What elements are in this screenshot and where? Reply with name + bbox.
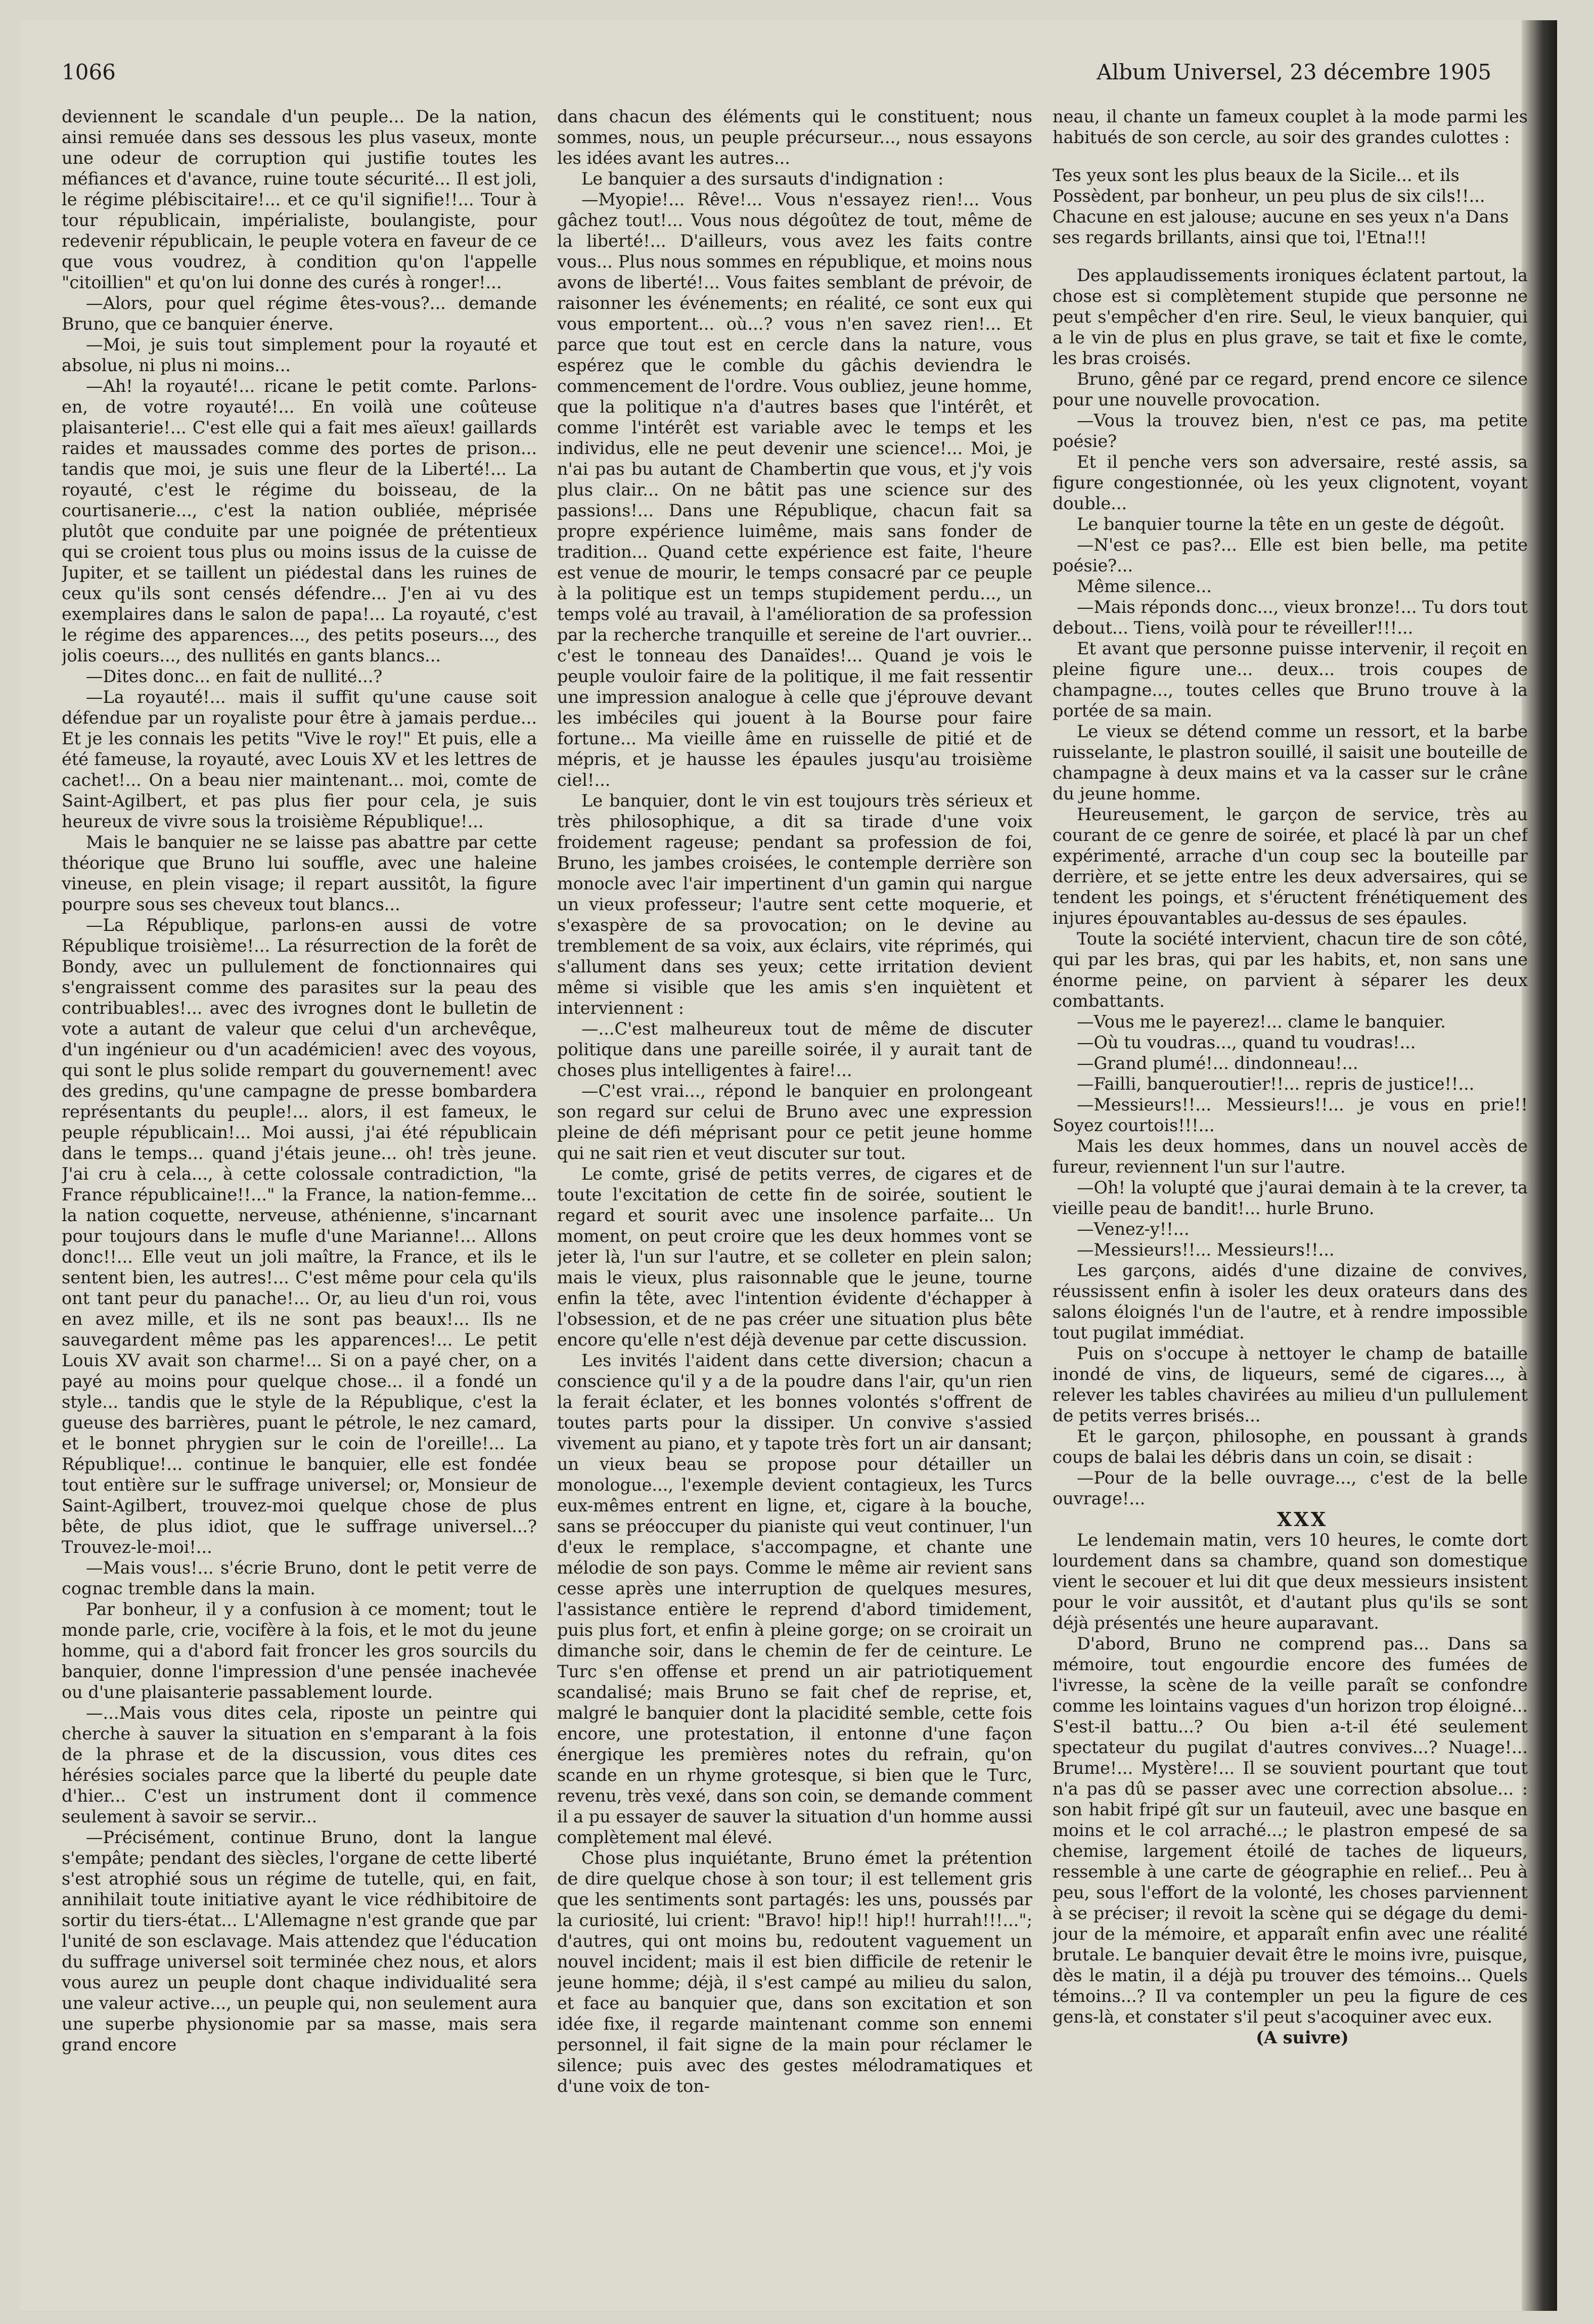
paragraph: Mais le banquier ne se laisse pas abattre par cette théorique que Bruno lui souffle, avec une haleine vineuse, en plein visage; il repart aussitôt, la figure pourpre sous ses cheveux tout blancs... bbox=[62, 832, 537, 914]
paragraph: D'abord, Bruno ne comprend pas... Dans sa mémoire, tout engourdie encore des fumées de l'ivresse, la scène de la veille paraît se confondre comme les lointains vagues d'un horizon trop éloigné... S'est-il battu...? Ou bien a-t-il été seulement spectateur du pugilat d'autres convives...? Nuage!... Brume!... Mystère!... Il se souvient pourtant que tout n'a pas dû se passer avec une correction absolue... : son habit fripé gît sur un fauteuil, avec une basque en moins et le col arraché...; le plastron empesé de sa chemise, largement étoilé de taches de liqueurs, ressemble à une carte de géographie en relief... Peu à peu, sous l'effort de la volonté, les choses parviennent à se préciser; il revoit la scène qui se dégage du demi-jour de la mémoire, et apparaît enfin avec une réalité brutale. Le banquier devait être le moins ivre, puisque, dès le matin, il a déjà pu trouver des témoins... Quels témoins...? Il va contempler un peu la figure de ces gens-là, et constater s'il peut s'acoquiner avec eux. bbox=[1053, 1634, 1528, 2027]
page-number: 1066 bbox=[62, 60, 116, 84]
paragraph: —Pour de la belle ouvrage..., c'est de la belle ouvrage!... bbox=[1053, 1468, 1528, 1508]
paragraph: —...C'est malheureux tout de même de discuter politique dans une pareille soirée, il y aurait tant de choses plus intelligentes à faire!... bbox=[557, 1019, 1032, 1080]
paragraph: —Messieurs!!... Messieurs!!... je vous en prie!! Soyez courtois!!!... bbox=[1053, 1095, 1528, 1135]
paragraph: —Ah! la royauté!... ricane le petit comte. Parlons-en, de votre royauté!... En voilà une coûteuse plaisanterie!... C'est elle qui a fait mes aïeux! gaillards raides et maussades comme des portes de prison... tandis que moi, je suis une fleur de la Liberté!... La royauté, c'est le régime du boisseau, de la courtisanerie..., c'est la nation oubliée, méprisée plutôt que conduite par une poignée de prétentieux qui se croient tous plus ou moins issus de la cuisse de Jupiter, et se taillent un piédestal dans les ruines de ceux qu'ils sont censés défendre... J'en ai vu des exemplaires dans le salon de papa!... La royauté, c'est le régime des apparences..., des petits poseurs..., des jolis coeurs..., des nullités en gants blancs... bbox=[62, 376, 537, 665]
paragraph: —Messieurs!!... Messieurs!!... bbox=[1077, 1240, 1335, 1260]
paragraph: Chose plus inquiétante, Bruno émet la prétention de dire quelque chose à son tour; il est tellement gris que les sentiments sont partagés: les uns, poussés par la curiosité, lui crient: "Bravo! hip!! hip!! hurrah!!!..."; d'autres, qui ont moins bu, redoutent vaguement un nouvel incident; mais il est bien difficile de retenir le jeune homme; déjà, il s'est campé au milieu du salon, et face au banquier que, dans son excitation et son idée fixe, il regarde maintenant comme son ennemi personnel, il fait signe de la main pour réclamer le silence; puis avec des gestes mélodramatiques et d'une voix de ton- bbox=[557, 1848, 1032, 2096]
paragraph: Heureusement, le garçon de service, très au courant de ce genre de soirée, et placé là par un chef expérimenté, arrache d'un coup sec la bouteille par derrière, et se jette entre les deux adversaires, qui se tendent les poings, et s'éructent frénétiquement des injures épouvantables au-dessus de ses épaules. bbox=[1053, 805, 1528, 928]
paragraph: Les garçons, aidés d'une dizaine de convives, réussissent enfin à isoler les deux orateurs dans des salons éloignés l'un de l'autre, et à rendre impossible tout pugilat immédiat. bbox=[1053, 1261, 1528, 1343]
page-header bbox=[62, 60, 1491, 90]
paragraph: —Vous la trouvez bien, n'est ce pas, ma petite poésie? bbox=[1053, 411, 1528, 451]
text-column-2 bbox=[557, 106, 1032, 2291]
paragraph: Des applaudissements ironiques éclatent partout, la chose est si complètement stupide que personne ne peut s'empêcher d'en rire. Seul, le vieux banquier, qui a le vin de plus en plus grave, se tait et fixe le comte, les bras croisés. bbox=[1053, 265, 1528, 368]
chapter-heading: XXX bbox=[1277, 1508, 1328, 1531]
paragraph: —Mais vous!... s'écrie Bruno, dont le petit verre de cognac tremble dans la main. bbox=[62, 1558, 537, 1598]
paragraph: —C'est vrai..., répond le banquier en prolongeant son regard sur celui de Bruno avec une expression pleine de défi méprisant pour ce petit jeune homme qui ne sait rien et veut discuter sur tout. bbox=[557, 1081, 1032, 1163]
paragraph: —Oh! la volupté que j'aurai demain à te la crever, ta vieille peau de bandit!... hurle Bruno. bbox=[1053, 1178, 1528, 1218]
paragraph: —Failli, banqueroutier!!... repris de justice!!... bbox=[1077, 1074, 1475, 1094]
paragraph: Le banquier tourne la tête en un geste de dégoût. bbox=[1077, 514, 1505, 534]
paragraph: —Mais réponds donc..., vieux bronze!... Tu dors tout debout... Tiens, voilà pour te réveiller!!!... bbox=[1053, 597, 1528, 638]
paragraph: Le comte, grisé de petits verres, de cigares et de toute l'excitation de cette fin de soirée, soutient le regard et sourit avec une insolence parfaite... Un moment, on peut croire que les deux hommes vont se jeter là, l'un sur l'autre, et se colleter en plein salon; mais le vieux, plus raisonnable que le jeune, tourne enfin la tête, avec l'intention évidente d'échapper à l'obsession, et de ne pas créer une situation plus bête encore qu'elle n'est déjà devenue par cette discussion. bbox=[557, 1164, 1032, 1350]
paragraph: deviennent le scandale d'un peuple... De la nation, ainsi remuée dans ses dessous les plus vaseux, monte une odeur de corruption qui justifie toutes les méfiances et d'avance, ruine toute sécurité... Il est joli, le régime plébiscitaire!... et ce qu'il signifie!!... Tour à tour républicain, impérialiste, boulangiste, pour redevenir républicain, le peuple votera en faveur de ce que vous voudrez, à condition qu'on l'appelle "citoillien" et qu'on lui donne des curés à ronger!... bbox=[62, 107, 537, 292]
paragraph: Par bonheur, il y a confusion à ce moment; tout le monde parle, crie, vocifère à la fois, et le mot du jeune homme, qui a d'abord fait froncer les gros sourcils du banquier, donne l'impression d'une pensée inachevée ou d'une plaisanterie passablement lourde. bbox=[62, 1599, 537, 1702]
running-head: Album Universel, 23 décembre 1905 bbox=[1097, 60, 1491, 84]
paragraph: —Myopie!... Rêve!... Vous n'essayez rien!... Vous gâchez tout!... Vous nous dégoûtez de tout, même de la liberté!... D'ailleurs, vous avez les faits contre vous... Plus nous sommes en république, et moins nous avons de liberté!... Vous faites semblant de prévoir, de raisonner les événements; en réalité, ce sont eux qui vous emportent... où...? vous n'en savez rien!... Et parce que tout est en cercle dans la nature, vous espérez que le comble du gâchis deviendra le commencement de l'ordre. Vous oubliez, jeune homme, que la politique n'a d'autres bases que l'intérêt, et comme l'intérêt est variable avec le temps et les individus, elle ne peut devenir une science!... Moi, je n'ai pas bu autant de Chambertin que vous, et j'y vois plus clair... On ne bâtit pas une science sur des passions!... Dans une République, chacun fait sa propre expérience luimême, mais sans fonder de tradition... Quand cette expérience est faite, l'heure est venue de mourir, le temps consacré par ce peuple à la politique est un temps stupidement perdu..., un temps volé au travail, à l'amélioration de sa profession par la recherche tranquille et sereine de l'art ouvrier... c'est le tonneau des Danaïdes!... Quand je vois le peuple vouloir faire de la politique, il me fait ressentir une impression analogue à celle que j'éprouve devant les imbéciles qui jouent à la Bourse pour faire fortune... Ma vieille âme en ruisselle de pitié et de mépris, et je hausse les épaules jusqu'au troisième ciel!... bbox=[557, 190, 1032, 790]
paragraph: —Moi, je suis tout simplement pour la royauté et absolue, ni plus ni moins... bbox=[62, 335, 537, 375]
paragraph: Les invités l'aident dans cette diversion; chacun a conscience qu'il y a de la poudre dans l'air, qu'un rien la ferait éclater, et les bonnes volontés s'offrent de toutes parts pour la dissiper. Un convive s'assied vivement au piano, et y tapote très fort un air dansant; un vieux beau se propose pour détailler un monologue..., l'exemple devient contagieux, les Turcs eux-mêmes entrent en ligne, et, cigare à la bouche, sans se préoccuper du pianiste qui veut continuer, l'un d'eux le remplace, s'accompagne, et chante une mélodie de son pays. Comme le même air revient sans cesse après une interruption de quelques mesures, l'assistance entière le reprend d'abord timidement, puis plus fort, et enfin à pleine gorge; on se croirait un dimanche soir, dans le chemin de fer de ceinture. Le Turc s'en offense et prend un air patriotiquement scandalisé; mais Bruno se fait chef de reprise, et, malgré le banquier dont la placidité semble, cette fois encore, une protestation, il entonne d'une façon énergique les premières notes du refrain, qu'on scande en un rhyme grotesque, si bien que le Turc, revenu, très vexé, dans son coin, se demande comment il a pu essayer de sauver la situation d'un homme aussi complètement mal élevé. bbox=[557, 1351, 1032, 1847]
paragraph: Le banquier, dont le vin est toujours très sérieux et très philosophique, a dit sa tirade d'une voix froidement rageuse; pendant sa profession de foi, Bruno, les jambes croisées, le contemple derrière son monocle avec l'air impertinent d'un gamin qui nargue un vieux professeur; l'autre sent cette moquerie, et s'exaspère de sa provocation; on le devine au tremblement de sa voix, aux éclairs, vite réprimés, qui s'allument dans ses yeux; cette irritation devient même si visible que les amis s'en inquiètent et interviennent : bbox=[557, 791, 1032, 1018]
paragraph: —La République, parlons-en aussi de votre République troisième!... La résurrection de la forêt de Bondy, avec un pullulement de fonctionnaires qui s'engraissent comme des parasites sur la peau des contribuables!... avec des ivrognes dont le bulletin de vote a autant de valeur que celui d'un archevêque, d'un ingénieur ou d'un académicien! avec des voyous, qui sont le plus solide rempart du gouvernement! avec des gredins, qu'une campagne de presse bombardera représentants du peuple!... alors, il est fameux, le peuple républicain!... Moi aussi, j'ai été républicain dans le temps... quand j'étais jeune... oh! très jeune. J'ai cru à cela..., à cette colossale contradiction, "la France républicaine!!..." la France, la nation-femme... la nation coquette, nerveuse, athénienne, s'incarnant pour toujours dans le mufle d'une Marianne!... Allons donc!!... Elle veut un joli maître, la France, et ils le sentent bien, les autres!... C'est même pour cela qu'ils ont tant peur du panache!... Or, au lieu d'un roi, vous en avez mille, et ils ne sont pas beaux!... Ils ne sauvegardent même pas les apparences!... Le petit Louis XV avait son charme!... Si on a payé cher, on a payé au moins pour quelque chose... il a fondé un style... tandis que le style de la République, c'est la gueuse des barrières, puant le pétrole, le nez camard, et le bonnet phrygien sur le coin de l'oreille!... La République!... continue le banquier, elle est fondée tout entière sur le suffrage universel; or, Monsieur de Saint-Agilbert, trouvez-moi quelque chose de plus bête, de plus idiot, que le suffrage universel...? Trouvez-le-moi!... bbox=[62, 915, 537, 1557]
paragraph: Puis on s'occupe à nettoyer le champ de bataille inondé de vins, de liqueurs, semé de cigares..., à relever les tables chavirées au milieu d'un pullulement de petits verres brisés... bbox=[1053, 1344, 1528, 1425]
text-column-1 bbox=[62, 106, 537, 2291]
paragraph: —La royauté!... mais il suffit qu'une cause soit défendue par un royaliste pour être à jamais perdue... Et je les connais les petits "Vive le roy!" Et puis, elle a été fameuse, la royauté, avec Louis XV et les lettres de cachet!... On a beau nier maintenant... moi, comte de Saint-Agilbert, et pas plus fier pour cela, je suis heureux de vivre sous la troisième République!... bbox=[62, 687, 537, 831]
paragraph: neau, il chante un fameux couplet à la mode parmi les habitués de son cercle, au soir des grandes culottes : bbox=[1053, 107, 1528, 147]
paragraph: —Alors, pour quel régime êtes-vous?... demande Bruno, que ce banquier énerve. bbox=[62, 293, 537, 334]
paragraph: Même silence... bbox=[1077, 576, 1212, 596]
text-column-3 bbox=[1053, 106, 1528, 2291]
paragraph: Le lendemain matin, vers 10 heures, le comte dort lourdement dans sa chambre, quand son domestique vient le secouer et lui dit que deux messieurs insistent pour le voir aussitôt, et d'autant plus qu'ils se sont déjà présentés une heure auparavant. bbox=[1053, 1530, 1528, 1633]
paragraph: Le vieux se détend comme un ressort, et la barbe ruisselante, le plastron souillé, il saisit une bouteille de champagne à deux mains et va la casser sur le crâne du jeune homme. bbox=[1053, 722, 1528, 803]
song-verse: Tes yeux sont les plus beaux de la Sicile... et ils Possèdent, par bonheur, un peu plus de six cils!!... Chacune en est jalouse; aucune en ses yeux n'a Dans ses regards brillants, ainsi que toi, l'Etna!!! bbox=[1053, 165, 1509, 247]
paragraph: —Grand plumé!... dindonneau!... bbox=[1077, 1053, 1358, 1073]
paragraph: dans chacun des éléments qui le constituent; nous sommes, nous, un peuple précurseur..., nous essayons les idées avant les autres... bbox=[557, 107, 1032, 168]
paragraph: Et il penche vers son adversaire, resté assis, sa figure congestionnée, où les yeux clignotent, voyant double... bbox=[1053, 452, 1528, 513]
paragraph: —N'est ce pas?... Elle est bien belle, ma petite poésie?... bbox=[1053, 535, 1528, 575]
paragraph: Mais les deux hommes, dans un nouvel accès de fureur, reviennent l'un sur l'autre. bbox=[1053, 1136, 1528, 1177]
paragraph: —Où tu voudras..., quand tu voudras!... bbox=[1077, 1033, 1416, 1052]
paragraph: Toute la société intervient, chacun tire de son côté, qui par les bras, qui par les habits, et, non sans une énorme peine, on parvient à séparer les deux combattants. bbox=[1053, 929, 1528, 1011]
to-be-continued: (A suivre) bbox=[1256, 2028, 1349, 2047]
paragraph: —Dites donc... en fait de nullité...? bbox=[86, 666, 383, 686]
paragraph: —Venez-y!!... bbox=[1077, 1219, 1190, 1239]
paragraph: —Précisément, continue Bruno, dont la langue s'empâte; pendant des siècles, l'organe de cette liberté s'est atrophié sous un régime de tutelle, qui, en fait, annihilait toute initiative ayant le vice rédhibitoire de sortir du tiers-état... L'Allemagne n'est grande que par l'unité de son esclavage. Mais attendez que l'éducation du suffrage universel soit terminée chez nous, et alors vous aurez un peuple dont chaque individualité sera une valeur active..., un peuple qui, non seulement aura une superbe physionomie par sa masse, mais sera grand encore bbox=[62, 1827, 537, 2054]
paragraph: Le banquier a des sursauts d'indignation : bbox=[581, 169, 944, 189]
newspaper-page bbox=[20, 20, 1557, 2311]
paragraph: Bruno, gêné par ce regard, prend encore ce silence pour une nouvelle provocation. bbox=[1053, 369, 1528, 410]
paragraph: —Vous me le payerez!... clame le banquier. bbox=[1077, 1012, 1446, 1032]
paragraph: —...Mais vous dites cela, riposte un peintre qui cherche à sauver la situation en s'emparant à la fois de la phrase et de la discussion, vous dites ces hérésies sociales parce que la liberté du peuple date d'hier... C'est un instrument dont il commence seulement à savoir se servir... bbox=[62, 1703, 537, 1826]
paragraph: Et le garçon, philosophe, en poussant à grands coups de balai les débris dans un coin, se disait : bbox=[1053, 1426, 1528, 1467]
paragraph: Et avant que personne puisse intervenir, il reçoit en pleine figure une... deux... trois coupes de champagne..., toutes celles que Bruno trouve à la portée de sa main. bbox=[1053, 639, 1528, 721]
